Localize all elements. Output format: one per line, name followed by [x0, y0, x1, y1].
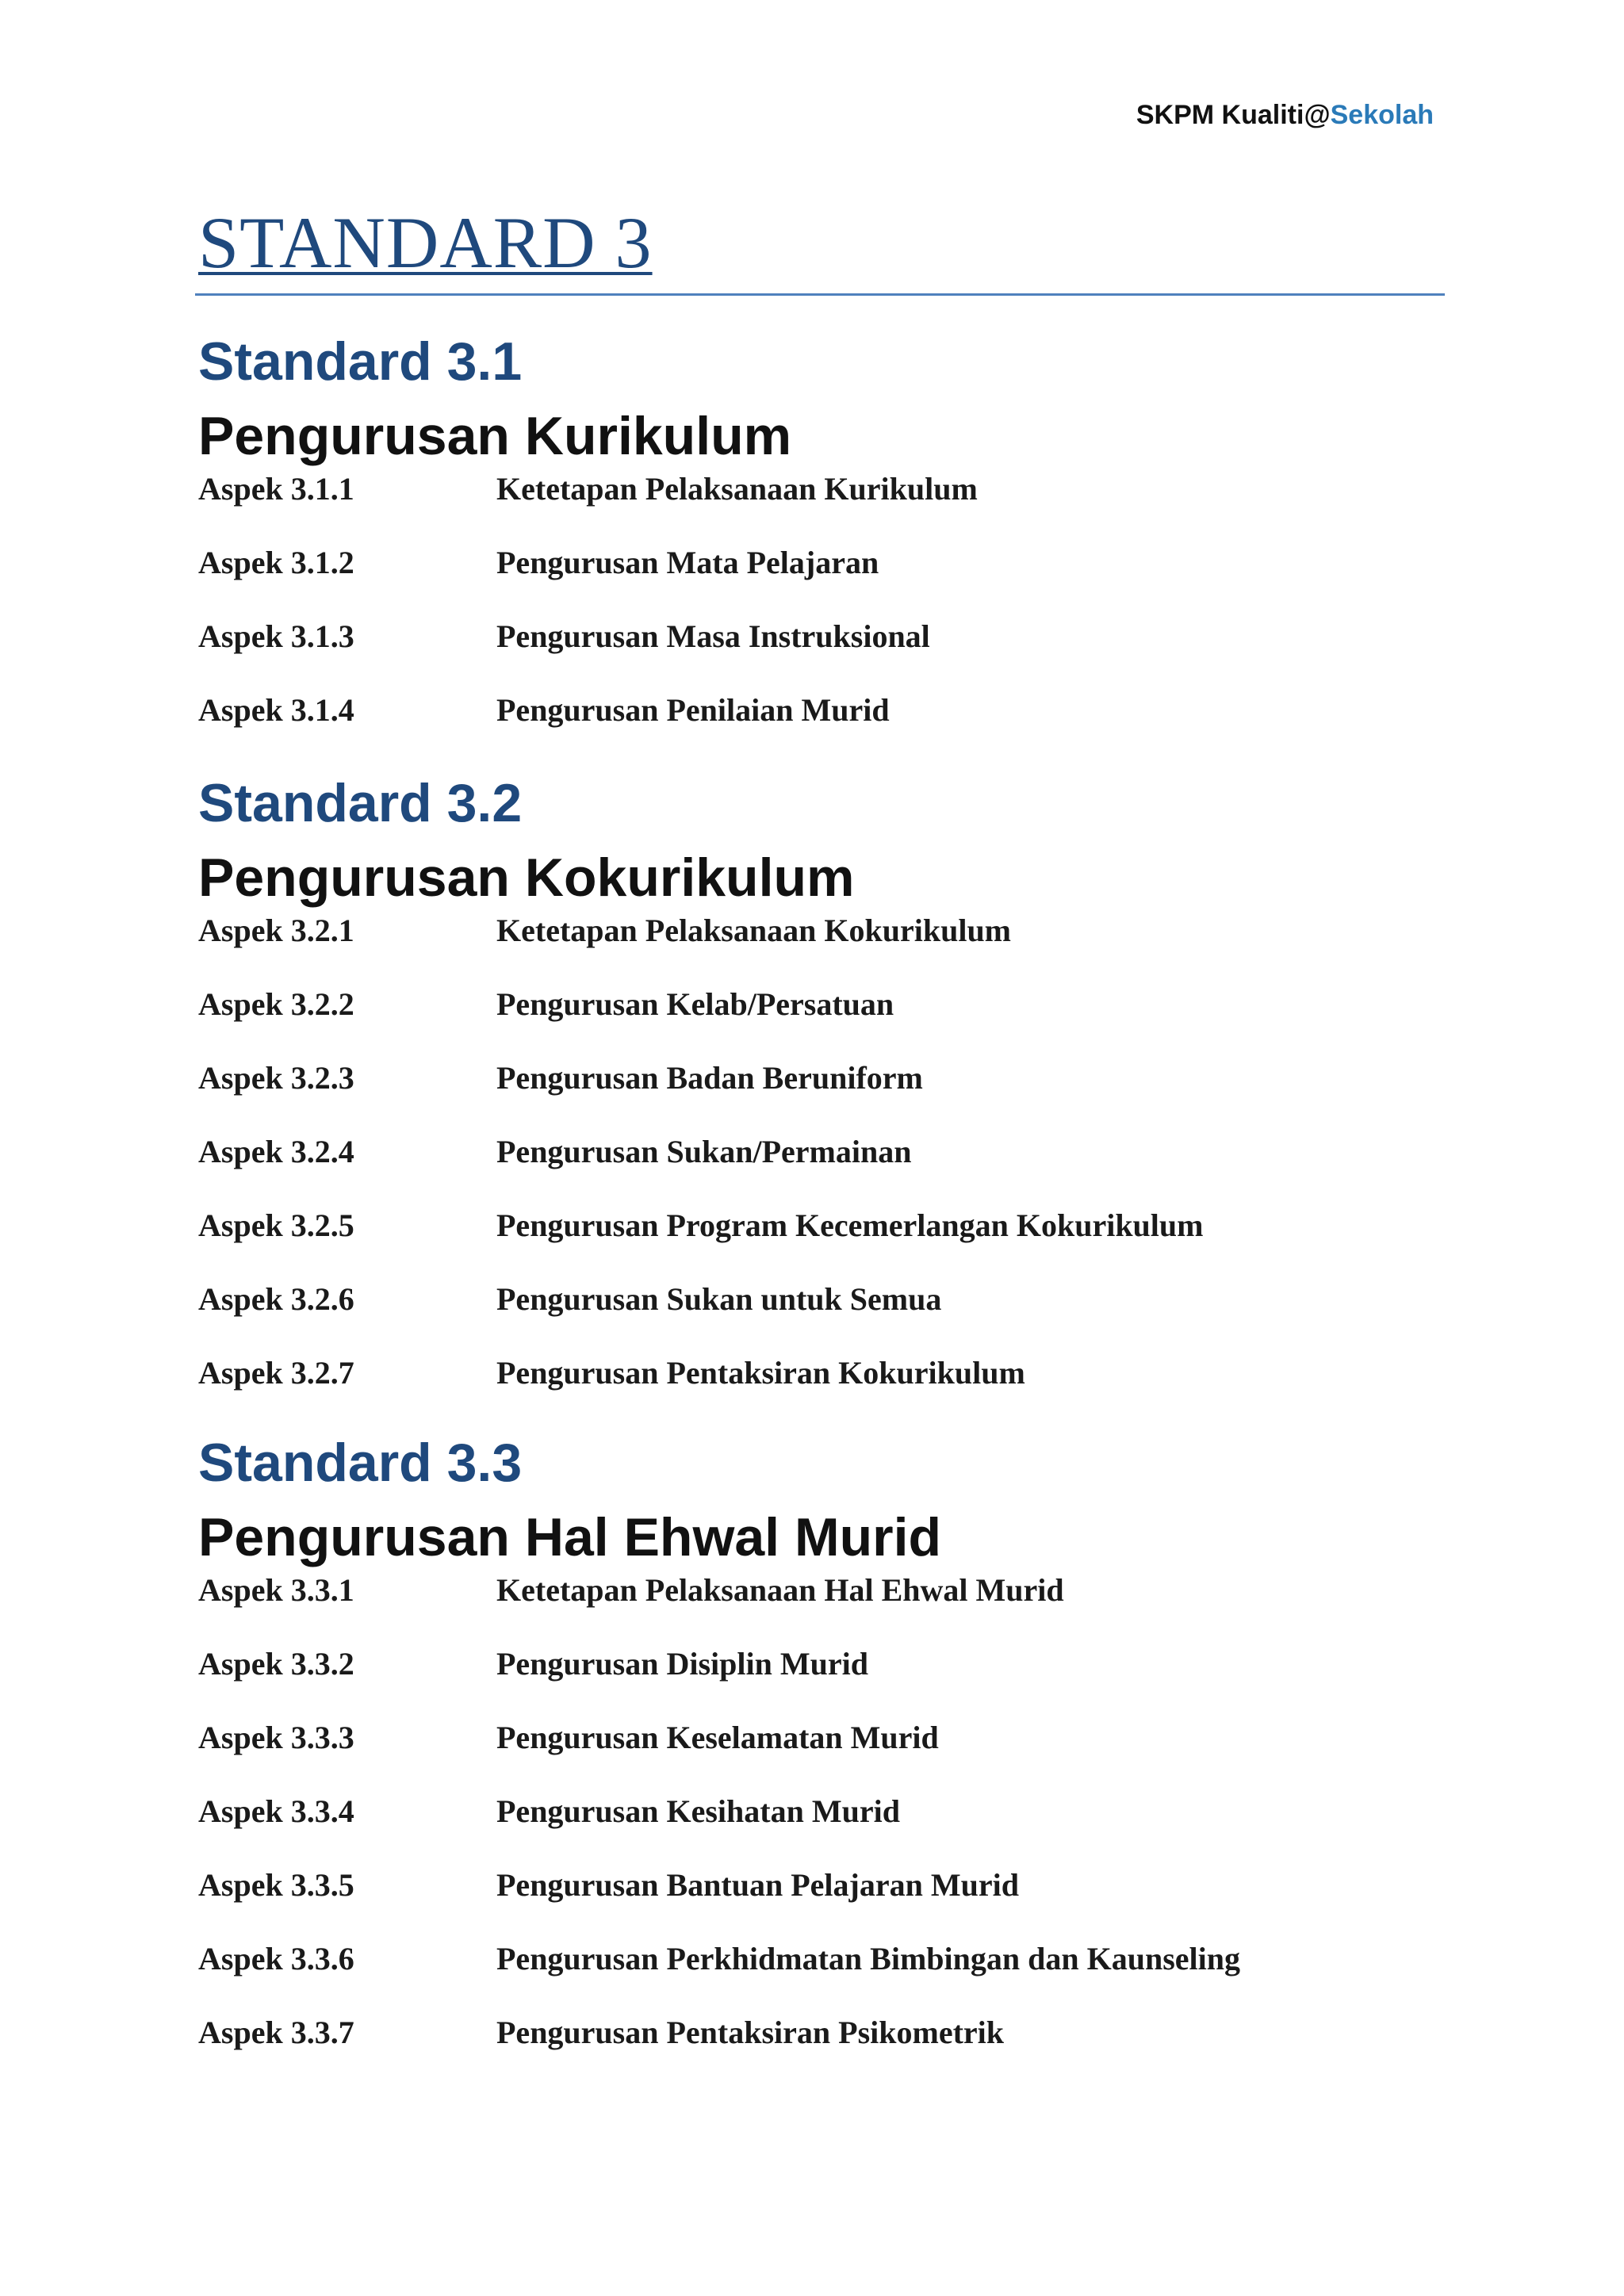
aspect-code: Aspek 3.2.5	[198, 1207, 354, 1243]
standard-name: Pengurusan Hal Ehwal Murid	[198, 1507, 942, 1567]
standard-name: Pengurusan Kokurikulum	[198, 848, 855, 908]
aspect-code: Aspek 3.3.7	[198, 2015, 354, 2050]
standard-name: Pengurusan Kurikulum	[198, 406, 792, 466]
aspect-name: Pengurusan Perkhidmatan Bimbingan dan Kaunseling	[496, 1941, 1241, 1976]
aspect-row	[198, 1206, 1467, 1280]
aspect-name: Pengurusan Penilaian Murid	[496, 692, 890, 728]
aspect-row	[198, 1132, 1467, 1206]
page-header	[1136, 100, 1434, 131]
header-brand-prefix: SKPM Kualiti@	[1136, 100, 1331, 130]
aspect-code: Aspek 3.3.2	[198, 1646, 354, 1682]
aspect-row	[198, 1280, 1467, 1353]
aspect-name: Ketetapan Pelaksanaan Kokurikulum	[496, 913, 1012, 948]
standard-label: Standard 3.1	[198, 331, 523, 392]
aspect-list	[198, 1571, 1467, 2087]
aspect-name: Pengurusan Pentaksiran Psikometrik	[496, 2015, 1005, 2050]
aspect-code: Aspek 3.3.4	[198, 1793, 354, 1829]
aspect-row	[198, 1866, 1467, 1939]
aspect-code: Aspek 3.3.6	[198, 1941, 354, 1976]
aspect-name: Ketetapan Pelaksanaan Hal Ehwal Murid	[496, 1572, 1064, 1608]
aspect-name: Pengurusan Badan Beruniform	[496, 1060, 923, 1096]
aspect-code: Aspek 3.3.3	[198, 1720, 354, 1755]
aspect-row	[198, 1353, 1467, 1427]
aspect-code: Aspek 3.2.4	[198, 1134, 354, 1169]
title-divider	[195, 293, 1445, 296]
aspect-row	[198, 911, 1467, 985]
aspect-name: Pengurusan Kelab/Persatuan	[496, 986, 894, 1022]
aspect-code: Aspek 3.1.3	[198, 618, 354, 654]
aspect-name: Pengurusan Disiplin Murid	[496, 1646, 869, 1682]
aspect-row	[198, 1792, 1467, 1866]
aspect-row	[198, 1939, 1467, 2013]
aspect-row	[198, 1644, 1467, 1718]
aspect-row	[198, 1058, 1467, 1132]
standard-section-3-3	[198, 1434, 1467, 2087]
aspect-code: Aspek 3.2.3	[198, 1060, 354, 1096]
page-title: STANDARD 3	[198, 202, 653, 283]
aspect-row	[198, 1718, 1467, 1792]
aspect-row	[198, 543, 1467, 617]
aspect-code: Aspek 3.1.1	[198, 471, 354, 507]
aspect-list	[198, 911, 1467, 1427]
aspect-code: Aspek 3.3.5	[198, 1867, 354, 1903]
standard-section-3-1	[198, 333, 1467, 764]
aspect-name: Pengurusan Sukan untuk Semua	[496, 1281, 942, 1317]
aspect-name: Pengurusan Sukan/Permainan	[496, 1134, 912, 1169]
aspect-name: Pengurusan Kesihatan Murid	[496, 1793, 900, 1829]
aspect-code: Aspek 3.2.1	[198, 913, 354, 948]
aspect-name: Pengurusan Masa Instruksional	[496, 618, 930, 654]
standard-label: Standard 3.2	[198, 773, 523, 833]
aspect-code: Aspek 3.1.4	[198, 692, 354, 728]
aspect-name: Pengurusan Program Kecemerlangan Kokurikulum	[496, 1207, 1204, 1243]
aspect-row	[198, 617, 1467, 691]
aspect-code: Aspek 3.2.7	[198, 1355, 354, 1391]
aspect-row	[198, 985, 1467, 1058]
header-brand-suffix: Sekolah	[1330, 100, 1434, 130]
aspect-row	[198, 691, 1467, 764]
aspect-name: Pengurusan Mata Pelajaran	[496, 545, 879, 580]
aspect-name: Pengurusan Bantuan Pelajaran Murid	[496, 1867, 1019, 1903]
aspect-code: Aspek 3.2.2	[198, 986, 354, 1022]
aspect-code: Aspek 3.1.2	[198, 545, 354, 580]
aspect-row	[198, 2013, 1467, 2087]
aspect-code: Aspek 3.2.6	[198, 1281, 354, 1317]
aspect-list	[198, 469, 1467, 764]
aspect-name: Pengurusan Keselamatan Murid	[496, 1720, 939, 1755]
standard-label: Standard 3.3	[198, 1433, 523, 1493]
aspect-name: Ketetapan Pelaksanaan Kurikulum	[496, 471, 978, 507]
aspect-code: Aspek 3.3.1	[198, 1572, 354, 1608]
standard-section-3-2	[198, 775, 1467, 1427]
aspect-row	[198, 469, 1467, 543]
aspect-name: Pengurusan Pentaksiran Kokurikulum	[496, 1355, 1025, 1391]
aspect-row	[198, 1571, 1467, 1644]
